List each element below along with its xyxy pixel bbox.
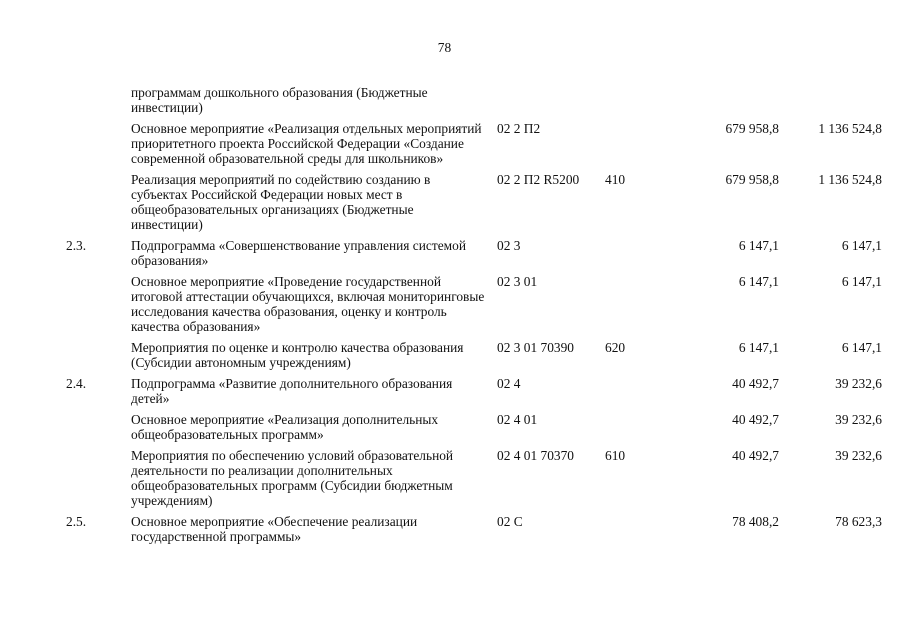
page-number: 78	[437, 40, 452, 55]
table-row	[0, 514, 905, 544]
row-name: Подпрограмма «Развитие дополнительного образования детей»	[131, 376, 453, 406]
row-target-code: 02 3	[497, 238, 521, 253]
row-amount-second: 39 232,6	[835, 376, 882, 391]
table-row	[0, 376, 905, 406]
row-amount-second: 39 232,6	[835, 412, 882, 427]
row-amount-first: 40 492,7	[732, 376, 779, 391]
row-amount-first: 6 147,1	[738, 274, 779, 289]
row-target-code: 02 2 П2 R5200	[497, 172, 580, 187]
row-name: Реализация мероприятий по содействию созданию в субъектах Российской Федерации новых мест в общеобразовательных организациях (Бюджетные инвестиции)	[131, 172, 431, 232]
row-name: Основное мероприятие «Обеспечение реализации государственной программы»	[131, 514, 418, 544]
row-amount-second: 78 623,3	[835, 514, 882, 529]
budget-table	[0, 85, 905, 550]
row-target-code: 02 4	[497, 376, 521, 391]
table-row	[0, 238, 905, 268]
row-amount-second: 1 136 524,8	[818, 121, 882, 136]
row-amount-first: 78 408,2	[732, 514, 779, 529]
table-row	[0, 85, 905, 115]
row-expense-type: 620	[605, 340, 626, 355]
row-amount-first: 679 958,8	[725, 121, 779, 136]
row-name: Мероприятия по оценке и контролю качества образования (Субсидии автономным учреждениям)	[131, 340, 464, 370]
table-row	[0, 448, 905, 508]
row-amount-second: 6 147,1	[841, 274, 882, 289]
row-target-code: 02 4 01	[497, 412, 538, 427]
row-name: Мероприятия по обеспечению условий образовательной деятельности по реализации дополнительных общеобразовательных программ (Субсидии бюджетным учреждениям)	[131, 448, 454, 508]
row-amount-first: 40 492,7	[732, 412, 779, 427]
row-target-code: 02 2 П2	[497, 121, 541, 136]
row-target-code: 02 3 01 70390	[497, 340, 574, 355]
row-name: Основное мероприятие «Реализация отдельных мероприятий приоритетного проекта Российской Федерации «Создание современной образовательной среды для школьников»	[131, 121, 482, 166]
row-amount-second: 39 232,6	[835, 448, 882, 463]
row-amount-first: 6 147,1	[738, 238, 779, 253]
row-name: программам дошкольного образования (Бюджетные инвестиции)	[131, 85, 428, 115]
row-target-code: 02 С	[497, 514, 523, 529]
row-number: 2.5.	[66, 514, 87, 529]
row-name: Подпрограмма «Совершенствование управления системой образования»	[131, 238, 466, 268]
row-number: 2.4.	[66, 376, 87, 391]
row-expense-type: 410	[605, 172, 626, 187]
table-row	[0, 274, 905, 334]
row-amount-first: 40 492,7	[732, 448, 779, 463]
row-target-code: 02 3 01	[497, 274, 538, 289]
row-name: Основное мероприятие «Проведение государственной итоговой аттестации обучающихся, включая мониторинговые исследования качества образования, оценку и контроль качества образования»	[131, 274, 485, 334]
row-expense-type: 610	[605, 448, 626, 463]
row-amount-second: 6 147,1	[841, 238, 882, 253]
table-row	[0, 172, 905, 232]
row-name: Основное мероприятие «Реализация дополнительных общеобразовательных программ»	[131, 412, 439, 442]
row-amount-first: 6 147,1	[738, 340, 779, 355]
table-row	[0, 340, 905, 370]
table-row	[0, 121, 905, 166]
row-amount-second: 6 147,1	[841, 340, 882, 355]
row-amount-second: 1 136 524,8	[818, 172, 882, 187]
row-number: 2.3.	[66, 238, 87, 253]
table-row	[0, 412, 905, 442]
row-target-code: 02 4 01 70370	[497, 448, 574, 463]
row-amount-first: 679 958,8	[725, 172, 779, 187]
